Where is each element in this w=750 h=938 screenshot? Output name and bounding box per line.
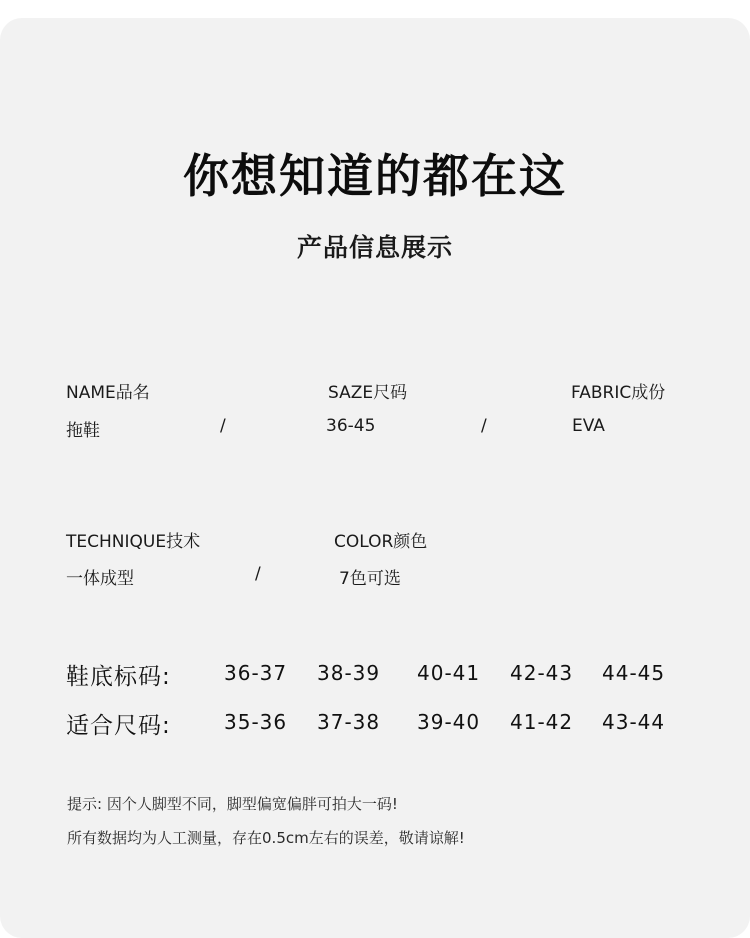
- size-label: SAZE尺码: [328, 383, 408, 403]
- color-value: 7色可选: [339, 569, 401, 589]
- fit-size-cell: 35-36: [224, 710, 288, 734]
- page-title: 你想知道的都在这: [183, 149, 567, 203]
- separator: /: [255, 564, 261, 584]
- size-value: 36-45: [326, 416, 376, 436]
- sole-size-cell: 38-39: [317, 661, 381, 685]
- note-measurement-disclaimer: 所有数据均为人工测量，存在0.5cm左右的误差，敬请谅解!: [67, 829, 465, 847]
- name-label: NAME品名: [66, 383, 150, 403]
- fit-size-label: 适合尺码:: [66, 713, 171, 739]
- name-value: 拖鞋: [66, 421, 100, 441]
- technique-value: 一体成型: [66, 569, 134, 589]
- sole-size-cell: 42-43: [510, 661, 574, 685]
- technique-label: TECHNIQUE技术: [66, 532, 201, 552]
- color-label: COLOR颜色: [334, 532, 428, 552]
- fit-size-cell: 39-40: [417, 710, 481, 734]
- fit-size-cell: 37-38: [317, 710, 381, 734]
- sole-size-cell: 44-45: [602, 661, 666, 685]
- fit-size-cell: 41-42: [510, 710, 574, 734]
- sole-size-cell: 36-37: [224, 661, 288, 685]
- fabric-label: FABRIC成份: [571, 383, 666, 403]
- note-fit-tip: 提示: 因个人脚型不同，脚型偏宽偏胖可拍大一码!: [67, 795, 398, 813]
- separator: /: [220, 416, 226, 436]
- fabric-value: EVA: [572, 416, 605, 436]
- page-subtitle: 产品信息展示: [296, 233, 453, 262]
- fit-size-cell: 43-44: [602, 710, 666, 734]
- sole-size-cell: 40-41: [417, 661, 481, 685]
- sole-size-label: 鞋底标码:: [66, 664, 171, 690]
- separator: /: [481, 416, 487, 436]
